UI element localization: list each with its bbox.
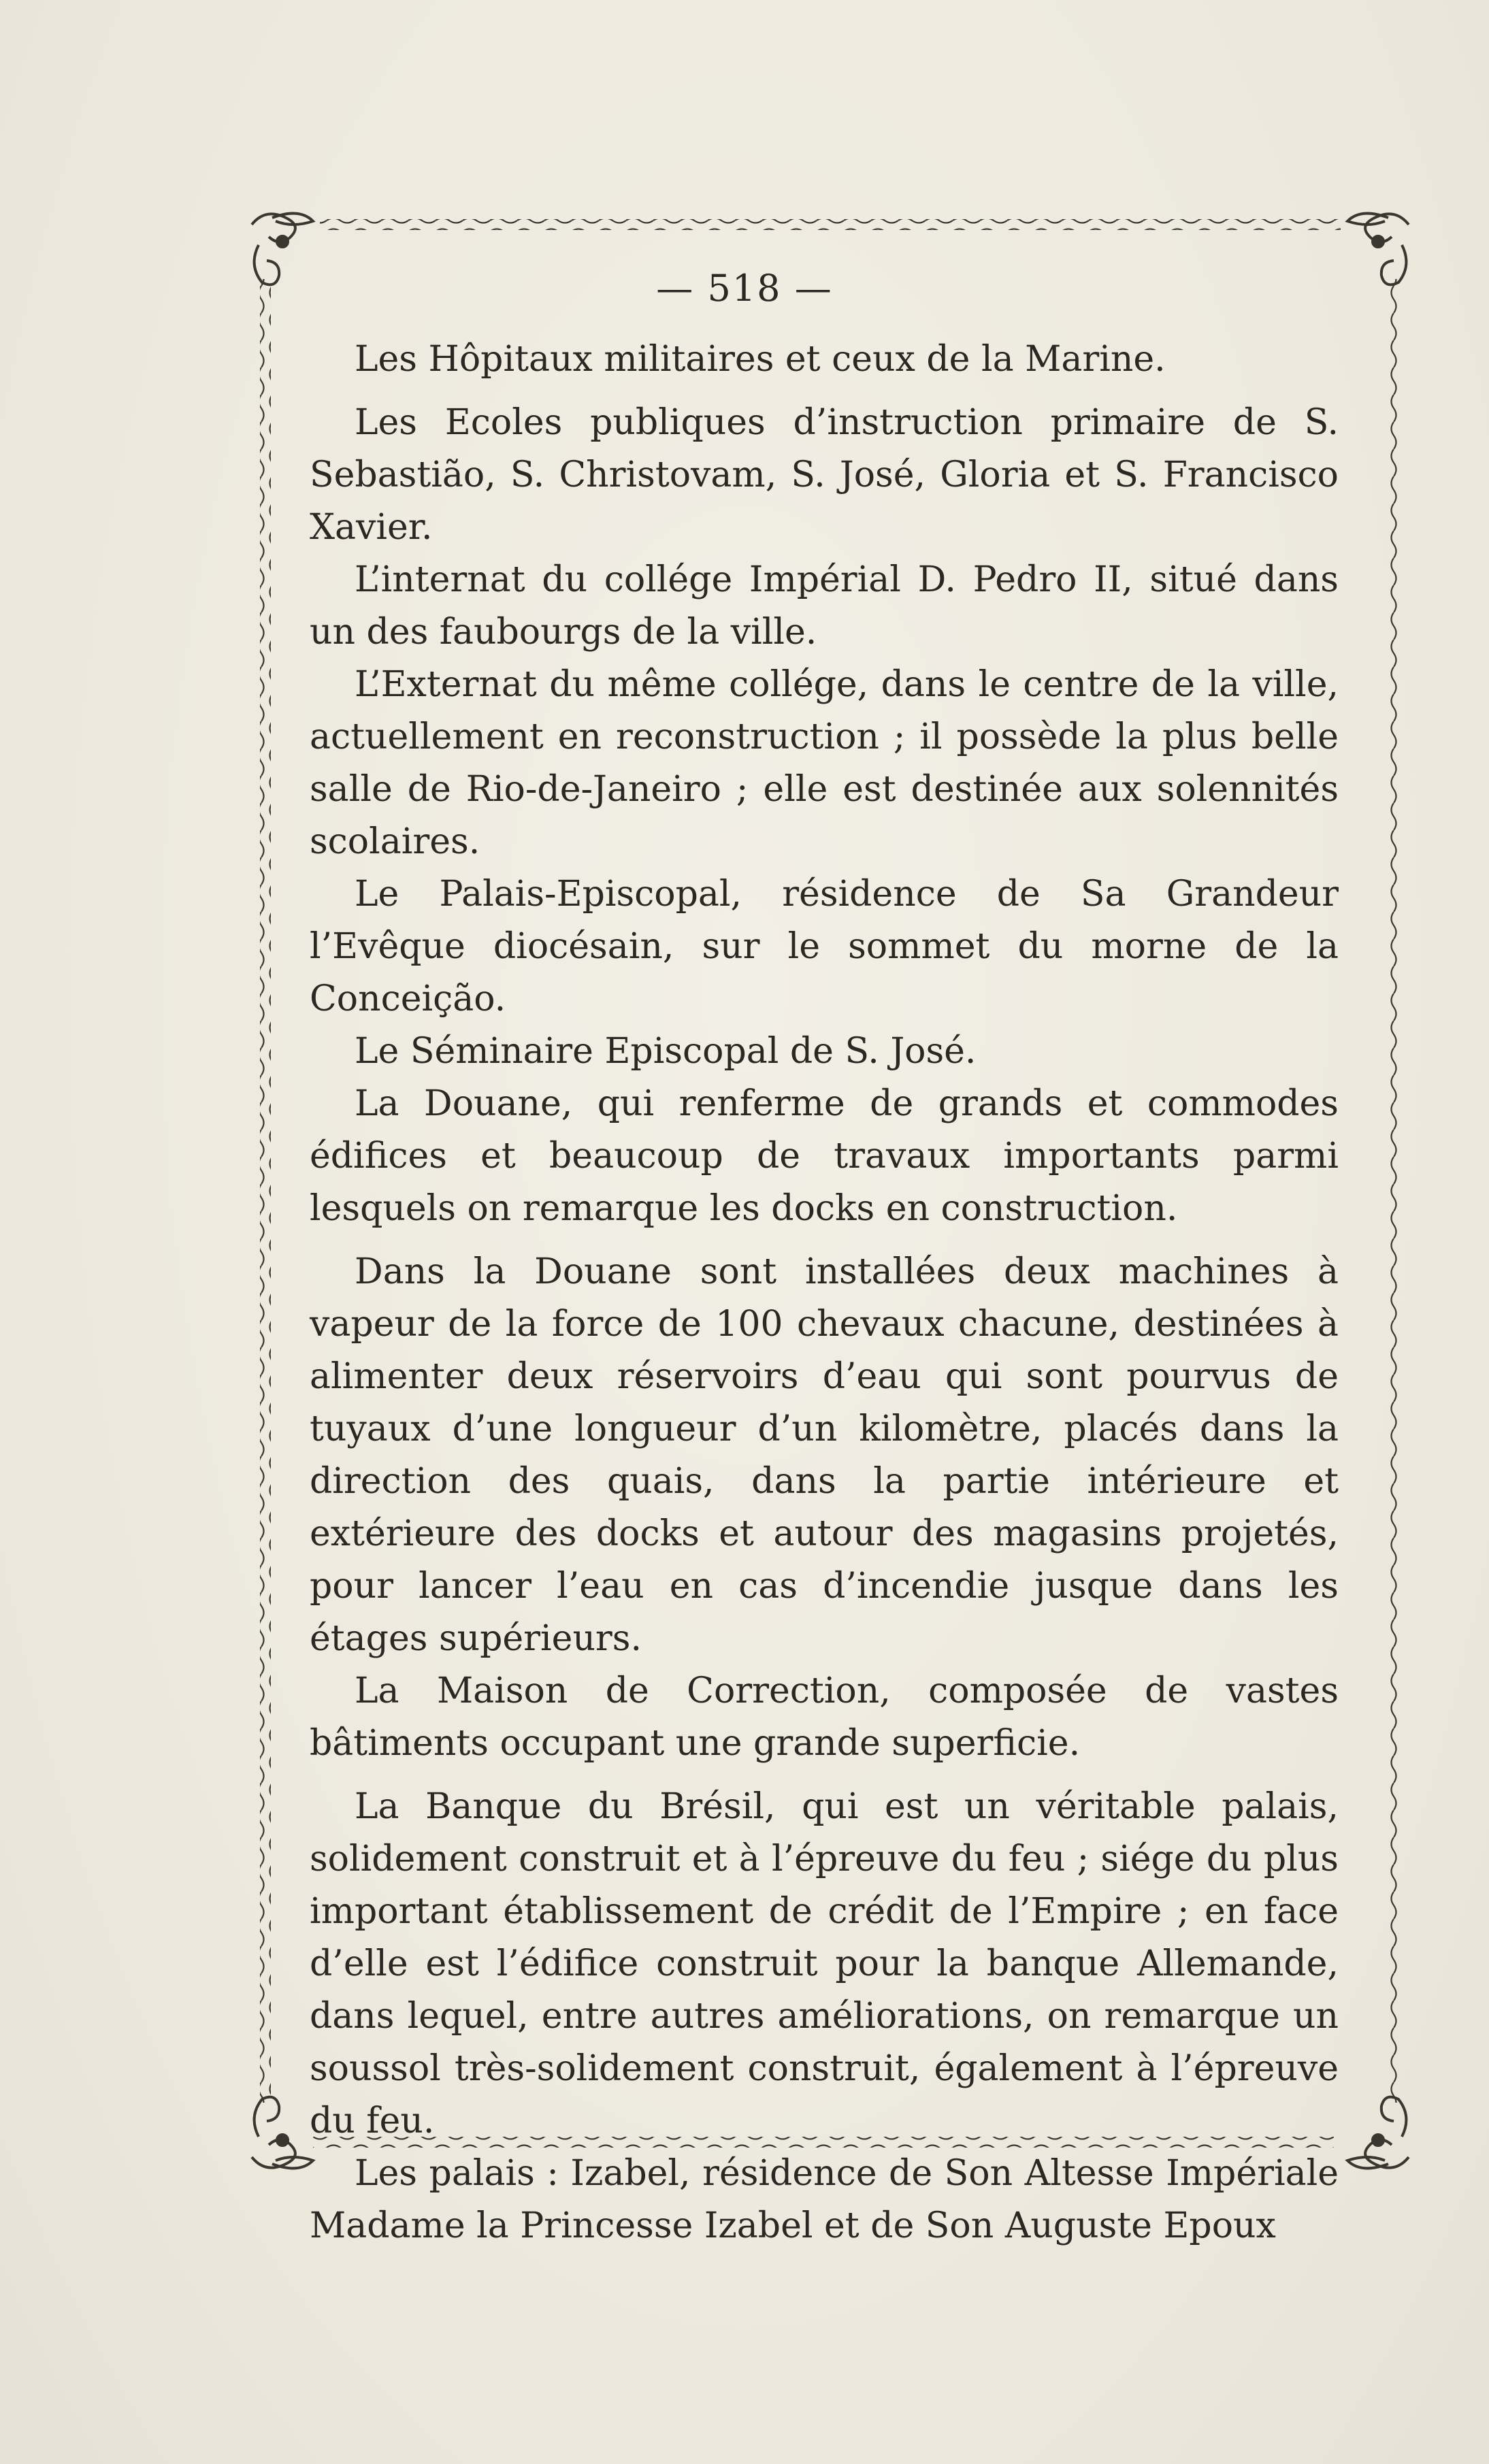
paragraph-maison-correction: La Maison de Correction, composée de vastes bâtiments occupant une grande superficie. — [310, 1671, 1339, 1764]
paragraph-schools: Les Ecoles publiques d’instruction primaire de S. Sebastião, S. Christovam, S. José, Gloria et S. Francisco Xavier. — [310, 402, 1339, 548]
paragraph-externat: L’Externat du même collége, dans le centre de la ville, actuellement en reconstruction ; il possède la plus belle salle de Rio-de-Janeiro ; elle est destinée aux solennités scolaires. — [310, 664, 1339, 862]
paragraph-palais: Les palais : Izabel, résidence de Son Altesse Impériale Madame la Princesse Izabel et de Son Auguste Epoux — [310, 2153, 1339, 2246]
corner-ornament-bottom-left — [252, 2097, 313, 2169]
body-text — [310, 333, 1339, 2252]
page-number: — 518 — — [656, 267, 833, 310]
paragraph-douane: La Douane, qui renferme de grands et commodes édifices et beaucoup de travaux importants parmi lesquels on remarque les docks en construction. — [310, 1083, 1339, 1229]
corner-ornament-bottom-right — [1347, 2097, 1409, 2169]
paragraph-internat: L’internat du collége Impérial D. Pedro II, situé dans un des faubourgs de la ville. — [310, 559, 1339, 653]
paragraph-banque: La Banque du Brésil, qui est un véritable palais, solidement construit et à l’épreuve du feu ; siége du plus important établissement de crédit de l’Empire ; en face d’elle est l’édifice construit pour la banque Allemande, dans lequel, entre autres améliorations, on remarque un soussol très-solidement construit, également à l’épreuve du feu. — [310, 1786, 1339, 2141]
paragraph-hospitals: Les Hôpitaux militaires et ceux de la Marine. — [355, 339, 1166, 380]
paragraph-palais-episcopal: Le Palais-Episcopal, résidence de Sa Grandeur l’Evêque diocésain, sur le sommet du morne de la Conceição. — [310, 874, 1339, 1019]
paragraph-seminaire: Le Séminaire Episcopal de S. José. — [355, 1031, 977, 1072]
paragraph-machines: Dans la Douane sont installées deux machines à vapeur de la force de 100 chevaux chacune, destinées à alimenter deux réservoirs d’eau qui sont pourvus de tuyaux d’une longueur d’un kilomètre, placés dans la direction des quais, dans la partie intérieure et extérieure des docks et autour des magasins projetés, pour lancer l’eau en cas d’incendie jusque dans les étages supérieurs. — [310, 1251, 1339, 1659]
